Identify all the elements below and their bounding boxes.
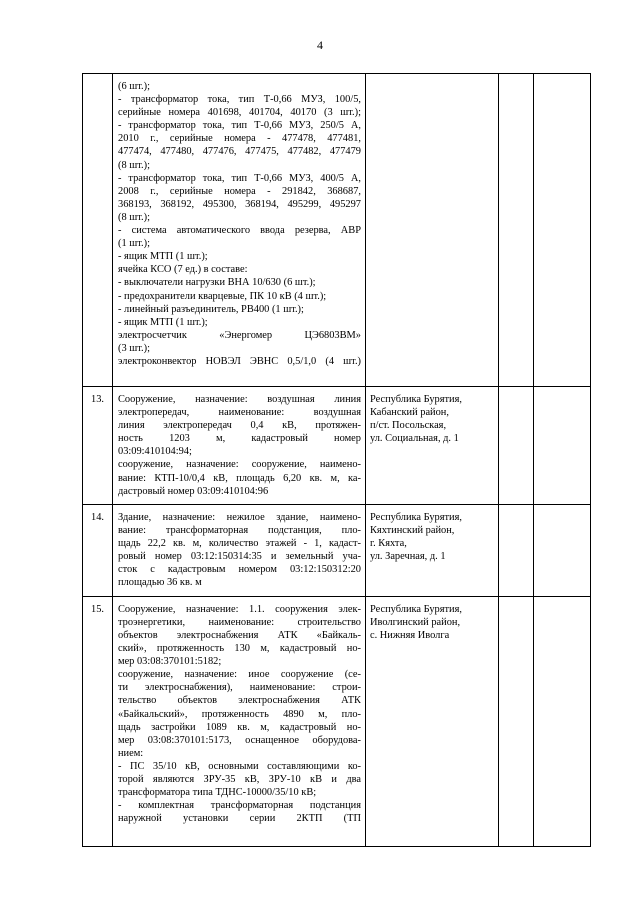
description-line: мер 03:08:370101:5182; [118,656,222,668]
address-line: Республика Бурятия, [370,511,462,523]
address-line: ул. Заречная, д. 1 [370,551,446,563]
object-address [366,596,499,846]
object-description [113,74,366,387]
description-line: - выключатели нагрузки ВНА 10/630 (6 шт.); [118,277,316,289]
description-line: электропередач, наименование: воздушная [118,407,361,419]
object-address [366,504,499,596]
address-line: ул. Социальная, д. 1 [370,433,459,445]
empty-cell [499,504,534,596]
row-number: 14. [83,504,113,596]
description-line: - линейный разъединитель, РВ400 (1 шт.); [118,303,304,315]
description-line: наружной установки серии 2КТП (ТП [118,813,361,825]
description-line: сток с кадастровым номером 03:12:150312:20 [118,564,361,576]
description-line: (8 шт.); [118,211,150,223]
description-line: (8 шт.); [118,159,150,171]
address-line: п/ст. Посольская, [370,420,447,432]
description-line: «Байкальский», протяженность 4890 м, пло- [118,708,361,720]
object-address [366,387,499,505]
empty-cell [499,387,534,505]
description-line: щадь 22,2 кв. м, количество этажей - 1, кадаст- [118,537,361,549]
empty-cell [534,504,591,596]
description-line: сооружение, назначение: сооружение, наимено- [118,459,361,471]
description-line: - система автоматического ввода резерва, АВР [118,225,361,237]
object-description [113,504,366,596]
description-line: (1 шт.); [118,238,150,250]
description-line: (6 шт.); [118,81,150,92]
row-number: 13. [83,387,113,505]
page-number: 4 [317,38,323,52]
description-line: - трансформатор тока, тип Т-0,66 МУЗ, 250/5 А, [118,120,361,132]
description-line: 03:09:410104:94; [118,446,192,458]
description-line: - трансформатор тока, тип Т-0,66 МУЗ, 100/5, [118,94,361,106]
description-line: ячейка КСО (7 ед.) в составе: [118,264,248,276]
empty-cell [534,74,591,387]
description-line: - ПС 35/10 кВ, основными составляющими ко- [118,760,361,772]
description-line: - ящик МТП (1 шт.); [118,251,208,263]
description-line: - трансформатор тока, тип Т-0,66 МУЗ, 400/5 А, [118,172,361,184]
property-register-table [82,73,591,847]
description-line: мер 03:08:370101:5173, оснащенное оборудова- [118,734,361,746]
object-description [113,387,366,505]
description-line: ровый номер 03:12:150314:35 и земельный уча- [118,551,361,563]
empty-cell [534,596,591,846]
description-line: объектов электроснабжения АТК «Байкаль- [118,629,361,641]
address-line: Кабанский район, [370,407,449,419]
description-line: - предохранители кварцевые, ПК 10 кВ (4 шт.); [118,290,327,302]
description-line: сооружение, назначение: иное сооружение (се- [118,669,361,681]
address-line: Иволгинский район, [370,616,461,628]
address-line: Республика Бурятия, [370,394,462,405]
object-address [366,74,499,387]
address-line: г. Кяхта, [370,537,407,549]
description-line: вание: трансформаторная подстанция, пло- [118,524,361,536]
row-number: 15. [83,596,113,846]
description-line: торой являются ЗРУ-35 кВ, ЗРУ-10 кВ и два [118,773,361,785]
description-line: электросчетчик «Энергомер ЦЭ6803ВМ» [118,329,361,341]
description-line: дастровый номер 03:09:410104:96 [118,485,269,497]
table-row [83,596,591,846]
description-line: 477474, 477480, 477476, 477475, 477482, 477479 [118,146,361,158]
description-line: Сооружение, назначение: 1.1. сооружения элек- [118,603,361,615]
address-line: Кяхтинский район, [370,524,455,536]
description-line: Здание, назначение: нежилое здание, наимено- [118,511,361,523]
description-line: серийные номера 401698, 401704, 40170 (3 шт.); [118,107,361,119]
description-line: щадь застройки 1089 кв. м, кадастровый но- [118,721,361,733]
empty-cell [499,596,534,846]
description-line: Сооружение, назначение: воздушная линия [118,394,361,405]
description-line: ти электроснабжения), наименование: строи- [118,682,361,694]
description-line: электроконвектор НОВЭЛ ЭВНС 0,5/1,0 (4 шт.) [118,355,361,367]
description-line: трансформатора типа ТДНС-10000/35/10 кВ; [118,787,317,799]
description-line: 2010 г., серийные номера - 477478, 477481, [118,133,361,145]
address-line: Республика Бурятия, [370,603,462,615]
object-description [113,596,366,846]
description-line: ский», протяженность 130 м, кадастровый но- [118,643,361,655]
table-row [83,74,591,387]
empty-cell [499,74,534,387]
table-row [83,504,591,596]
empty-cell [534,387,591,505]
description-line: нием: [118,747,144,759]
description-line: - ящик МТП (1 шт.); [118,316,208,328]
description-line: линия электропередач 0,4 кВ, протяжен- [118,420,361,432]
description-line: (3 шт.); [118,342,150,354]
description-line: троэнергетики, наименование: строительство [118,616,361,628]
address-line: с. Нижняя Иволга [370,629,450,641]
description-line: вание: КТП-10/0,4 кВ, площадь 6,20 кв. м, ка- [118,472,361,484]
description-line: 2008 г., серийные номера - 291842, 368687, [118,185,361,197]
row-number [83,74,113,387]
description-line: ность 1203 м, кадастровый номер [118,433,361,445]
table-row [83,387,591,505]
description-line: 368193, 368192, 495300, 368194, 495299, 495297 [118,198,361,210]
description-line: - комплектная трансформаторная подстанция [118,800,361,812]
description-line: площадью 36 кв. м [118,577,202,589]
description-line: тельство объектов электроснабжения АТК [118,695,361,707]
